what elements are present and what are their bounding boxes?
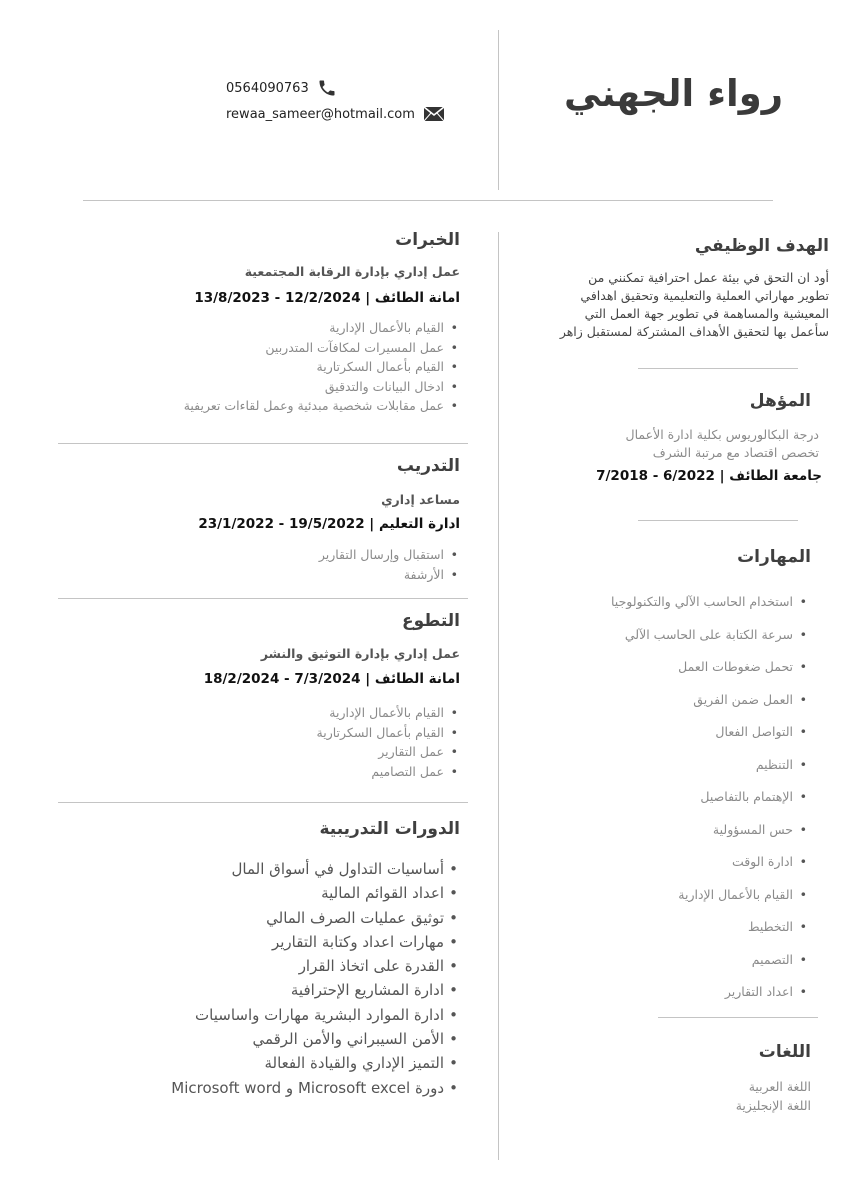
experience-duties xyxy=(184,318,460,416)
language-item: اللغة الإنجليزية xyxy=(735,1098,811,1113)
header-divider-vertical xyxy=(498,30,499,190)
objective-line: سأعمل بها لتحقيق الأهداف المشتركة لمستقبل زاهر xyxy=(559,324,829,339)
email-address: rewaa_sameer@hotmail.com xyxy=(226,106,415,122)
section-divider xyxy=(638,368,798,369)
courses-title: الدورات التدريبية xyxy=(319,819,460,839)
email-row xyxy=(226,106,445,122)
skill-item: • القيام بالأعمال الإدارية xyxy=(611,879,809,912)
duty-item: • القيام بالأعمال الإدارية xyxy=(184,318,460,338)
duty-item: • عمل مقابلات شخصية مبدئية وعمل لقاءات تعريفية xyxy=(184,396,460,416)
languages-title: اللغات xyxy=(758,1042,811,1062)
course-item: • الأمن السيبراني والأمن الرقمي xyxy=(171,1027,460,1051)
section-divider xyxy=(58,443,468,444)
duty-item: • عمل التصاميم xyxy=(317,762,460,782)
skill-item: • العمل ضمن الفريق xyxy=(611,684,809,717)
experience-line: امانة الطائف | 12/2/2024 - 13/8/2023 xyxy=(194,290,460,306)
qualification-major: تخصص اقتصاد مع مرتبة الشرف xyxy=(652,445,819,460)
course-item: • توثيق عمليات الصرف المالي xyxy=(171,906,460,930)
course-item: • أساسيات التداول في أسواق المال xyxy=(171,857,460,881)
volunteer-role: عمل إداري بإدارة التوثيق والنشر xyxy=(260,646,460,661)
section-divider xyxy=(638,520,798,521)
section-divider xyxy=(58,598,468,599)
section-divider xyxy=(658,1017,818,1018)
duty-item: • القيام بأعمال السكرتارية xyxy=(184,357,460,377)
duty-item: • الأرشفة xyxy=(319,565,460,585)
qualification-title: المؤهل xyxy=(749,391,811,411)
course-item: • مهارات اعداد وكتابة التقارير xyxy=(171,930,460,954)
course-item: • دورة Microsoft excel و Microsoft word xyxy=(171,1076,460,1100)
skill-item: • التواصل الفعال xyxy=(611,716,809,749)
phone-row xyxy=(226,78,337,98)
objective-text xyxy=(509,269,829,341)
duty-item: • ادخال البيانات والتدقيق xyxy=(184,377,460,397)
duty-item: • عمل التقارير xyxy=(317,742,460,762)
skill-item: • الإهتمام بالتفاصيل xyxy=(611,781,809,814)
objective-line: أود ان التحق في بيئة عمل احترافية تمكنني من xyxy=(588,270,829,285)
training-duties xyxy=(319,545,460,584)
training-role: مساعد إداري xyxy=(381,492,460,507)
candidate-name: رواء الجهني xyxy=(564,72,783,115)
course-item: • اعداد القوائم المالية xyxy=(171,881,460,905)
column-divider xyxy=(498,232,499,1160)
skills-list xyxy=(611,586,809,1009)
skill-item: • سرعة الكتابة على الحاسب الآلي xyxy=(611,619,809,652)
skills-title: المهارات xyxy=(737,547,811,567)
training-title: التدريب xyxy=(396,456,460,476)
objective-title: الهدف الوظيفي xyxy=(694,236,829,256)
skill-item: • التنظيم xyxy=(611,749,809,782)
duty-item: • القيام بالأعمال الإدارية xyxy=(317,703,460,723)
training-line: ادارة التعليم | 19/5/2022 - 23/1/2022 xyxy=(198,516,460,532)
skill-item: • حس المسؤولية xyxy=(611,814,809,847)
header-divider-horizontal xyxy=(83,200,773,201)
skill-item: • التخطيط xyxy=(611,911,809,944)
skill-item: • التصميم xyxy=(611,944,809,977)
duty-item: • عمل المسيرات لمكافآت المتدربين xyxy=(184,338,460,358)
objective-line: المعيشية والمساهمة في تطوير جهة العمل التي xyxy=(584,306,829,321)
volunteer-title: التطوع xyxy=(402,611,460,631)
skill-item: • تحمل ضغوطات العمل xyxy=(611,651,809,684)
skill-item: • اعداد التقارير xyxy=(611,976,809,1009)
duty-item: • استقبال وإرسال التقارير xyxy=(319,545,460,565)
phone-icon xyxy=(317,78,337,98)
experience-title: الخبرات xyxy=(395,230,460,250)
phone-number: 0564090763 xyxy=(226,80,309,96)
course-item: • ادارة المشاريع الإحترافية xyxy=(171,978,460,1002)
skill-item: • ادارة الوقت xyxy=(611,846,809,879)
volunteer-duties xyxy=(317,703,460,781)
course-item: • التميز الإداري والقيادة الفعالة xyxy=(171,1051,460,1075)
qualification-degree: درجة البكالوريوس بكلية ادارة الأعمال xyxy=(625,427,819,442)
section-divider xyxy=(58,802,468,803)
course-item: • القدرة على اتخاذ القرار xyxy=(171,954,460,978)
duty-item: • القيام بأعمال السكرتارية xyxy=(317,723,460,743)
volunteer-line: امانة الطائف | 7/3/2024 - 18/2/2024 xyxy=(203,671,460,687)
skill-item: • استخدام الحاسب الآلي والتكنولوجيا xyxy=(611,586,809,619)
language-item: اللغة العربية xyxy=(748,1079,811,1094)
course-item: • ادارة الموارد البشرية مهارات واساسيات xyxy=(171,1003,460,1027)
objective-line: تطوير مهاراتي العملية والتعليمية وتحقيق اهدافي xyxy=(580,288,829,303)
courses-list xyxy=(171,857,460,1100)
experience-role: عمل إداري بإدارة الرقابة المجتمعية xyxy=(244,264,460,279)
envelope-icon xyxy=(423,106,445,122)
qualification-line: جامعة الطائف | 6/2022 - 7/2018 xyxy=(596,468,822,484)
